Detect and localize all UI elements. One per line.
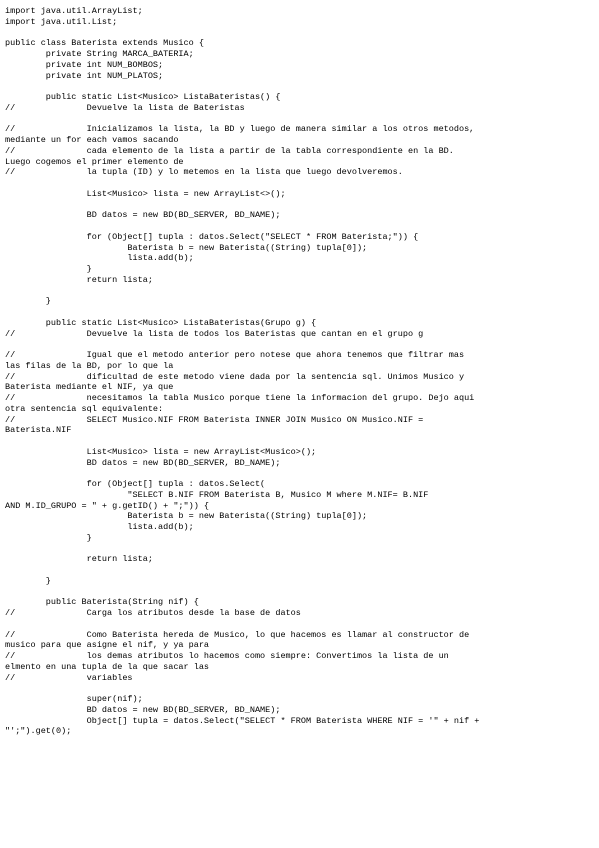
code-line: // Devuelve la lista de Bateristas — [5, 102, 245, 113]
code-line — [5, 683, 594, 694]
code-line: private int NUM_BOMBOS; — [5, 59, 164, 70]
code-line: Baterista mediante el NIF, ya que — [5, 382, 174, 393]
code-line: List<Musico> lista = new ArrayList<>(); — [5, 188, 286, 199]
code-line: // cada elemento de la lista a partir de la tabla correspondiente en la BD. — [5, 145, 454, 156]
code-line — [5, 619, 594, 630]
code-line: // la tupla (ID) y lo metemos en la lista que luego devolveremos. — [5, 167, 403, 178]
code-line: // Igual que el metodo anterior pero notese que ahora tenemos que filtrar mas — [5, 350, 465, 360]
code-line: private int NUM_PLATOS; — [5, 70, 164, 81]
code-line: super(nif); — [5, 694, 143, 704]
code-line: // Carga los atributos desde la base de datos — [5, 608, 301, 618]
code-line: musico para que asigne el nif, y ya para — [5, 640, 210, 651]
code-line: } — [5, 575, 51, 586]
code-line: las filas de la BD, por lo que la — [5, 360, 174, 371]
code-line: } — [5, 532, 92, 543]
code-line: } — [5, 296, 51, 307]
code-line: "SELECT B.NIF FROM Baterista B, Musico M where M.NIF= B.NIF — [5, 489, 429, 500]
code-line — [5, 587, 594, 598]
code-line: Luego cogemos el primer elemento de — [5, 156, 184, 167]
code-line: "';").get(0); — [5, 726, 72, 737]
code-line: AND M.ID_GRUPO = " + g.getID() + ";")) { — [5, 500, 210, 511]
code-line — [5, 307, 594, 318]
code-line: public static List<Musico> ListaBateristas(Grupo g) { — [5, 317, 317, 328]
code-line: return lista; — [5, 554, 153, 565]
code-line: BD datos = new BD(BD_SERVER, BD_NAME); — [5, 210, 281, 221]
code-line: public static List<Musico> ListaBateristas() { — [5, 92, 281, 102]
code-line: } — [5, 264, 92, 274]
code-line: public Baterista(String nif) { — [5, 597, 199, 608]
code-line — [5, 28, 594, 39]
code-line: BD datos = new BD(BD_SERVER, BD_NAME); — [5, 704, 281, 715]
code-line: // SELECT Musico.NIF FROM Baterista INNER JOIN Musico ON Musico.NIF = — [5, 414, 424, 425]
code-line — [5, 221, 594, 232]
code-line: for (Object[] tupla : datos.Select( — [5, 479, 266, 489]
code-line: public class Baterista extends Musico { — [5, 38, 204, 49]
code-line — [5, 339, 594, 350]
code-line: for (Object[] tupla : datos.Select("SELECT * FROM Baterista;")) { — [5, 231, 419, 242]
code-line: Baterista b = new Baterista((String) tupla[0]); — [5, 242, 368, 253]
code-line: // Inicializamos la lista, la BD y luego de manera similar a los otros metodos, — [5, 124, 475, 135]
code-line: lista.add(b); — [5, 522, 194, 532]
code-line — [5, 114, 594, 125]
code-line: // los demas atributos lo hacemos como siempre: Convertimos la lista de un — [5, 651, 449, 661]
code-line — [5, 286, 594, 297]
code-line: // necesitamos la tabla Musico porque tiene la informacion del grupo. Dejo aqui — [5, 393, 475, 403]
code-line — [5, 178, 594, 189]
code-line: Baterista b = new Baterista((String) tupla[0]); — [5, 511, 368, 522]
code-line — [5, 81, 594, 92]
code-line — [5, 544, 594, 555]
code-line: Object[] tupla = datos.Select("SELECT * FROM Baterista WHERE NIF = '" + nif + — [5, 715, 480, 726]
code-line — [5, 436, 594, 447]
code-line — [5, 200, 594, 211]
code-line: // dificultad de este metodo viene dada por la sentencia sql. Unimos Musico y — [5, 371, 465, 382]
code-line: return lista; — [5, 274, 153, 285]
code-line: // Devuelve la lista de todos los Bateristas que cantan en el grupo g — [5, 328, 424, 339]
code-line: elmento en una tupla de la que sacar las — [5, 661, 210, 672]
code-line: // Como Baterista hereda de Musico, lo que hacemos es llamar al constructor de — [5, 629, 470, 640]
code-line: lista.add(b); — [5, 253, 194, 264]
code-line: import java.util.List; — [5, 16, 118, 27]
code-listing — [5, 6, 594, 737]
code-line: otra sentencia sql equivalente: — [5, 403, 164, 414]
code-line: List<Musico> lista = new ArrayList<Musico>(); — [5, 446, 317, 457]
code-line: // variables — [5, 672, 133, 683]
code-line: Baterista.NIF — [5, 425, 72, 436]
code-line: mediante un for each vamos sacando — [5, 135, 179, 145]
code-line — [5, 565, 594, 576]
code-line — [5, 468, 594, 479]
code-line: BD datos = new BD(BD_SERVER, BD_NAME); — [5, 457, 281, 468]
code-line: private String MARCA_BATERIA; — [5, 49, 194, 59]
code-line: import java.util.ArrayList; — [5, 6, 143, 16]
